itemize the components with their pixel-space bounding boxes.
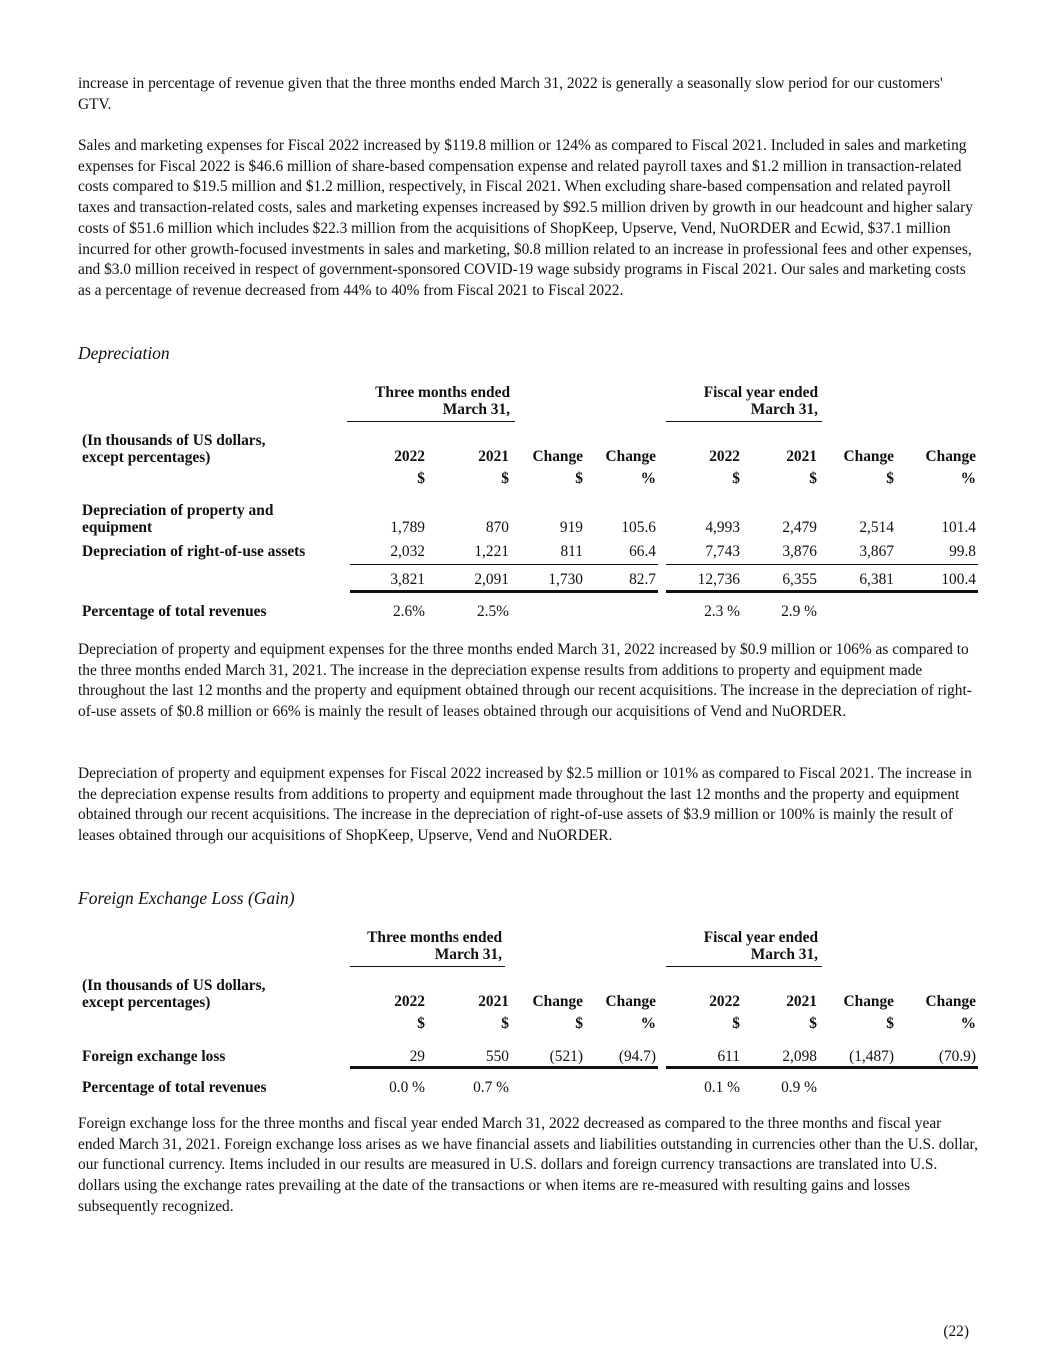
column-header: Change (532, 993, 583, 1010)
table-cell: 2,098 (782, 1048, 817, 1065)
column-header: Change (532, 448, 583, 465)
table-cell: 101.4 (941, 519, 976, 536)
column-unit: $ (809, 470, 817, 487)
table-cell: 611 (717, 1048, 740, 1065)
table-cell: 66.4 (629, 543, 656, 560)
total-rule (666, 590, 978, 593)
unit-label: (In thousands of US dollars, except percentages) (82, 977, 266, 1011)
column-unit: $ (732, 470, 740, 487)
column-unit: $ (809, 1015, 817, 1032)
intro-paragraph: increase in percentage of revenue given that the three months ended March 31, 2022 is generally a seasonally slow period for our customers' GTV. (78, 75, 943, 113)
table-cell: 3,821 (390, 571, 425, 588)
percentage-cell: 2.3 % (704, 603, 740, 620)
percentage-cell: 2.5% (476, 603, 509, 620)
table-cell: (1,487) (849, 1048, 894, 1065)
fx-paragraph: Foreign exchange loss for the three months and fiscal year ended March 31, 2022 decreased as compared to the three months and fiscal year ended March 31, 2021. Foreign exchange loss arises as we have financial assets and liabilities outstanding in currencies other than the U.S. dollar, our functional currency. Items included in our results are measured in U.S. dollars and foreign currency transactions are translated into U.S. dollars using the exchange rates prevailing at the date of the transactions or when items are re-measured with resulting gains and losses subsequently recognized. (78, 1115, 978, 1215)
column-unit: % (640, 1015, 656, 1032)
total-rule (350, 590, 658, 593)
column-unit: $ (501, 470, 509, 487)
fx-heading: Foreign Exchange Loss (Gain) (78, 888, 295, 908)
column-header: Change (843, 993, 894, 1010)
row-label (82, 543, 305, 560)
table-cell: 870 (485, 519, 509, 536)
depreciation-fiscal-paragraph: Depreciation of property and equipment expenses for Fiscal 2022 increased by $2.5 million or 101% as compared to Fiscal 2021. The increase in the depreciation expense results from additions to property and equipment made throughout the last 12 months and the property and equipment obtained through our recent acquisitions. The increase in the depreciation of right-of-use assets of $3.9 million or 100% is mainly the result of leases obtained through our acquisitions of ShopKeep, Upserve, Vend and NuORDER. (78, 765, 972, 845)
column-unit: $ (417, 470, 425, 487)
table-cell: (94.7) (618, 1048, 656, 1065)
column-header: Change (925, 448, 976, 465)
row-label: Percentage of total revenues (82, 603, 267, 620)
percentage-cell: 0.0 % (389, 1079, 425, 1096)
group-header-fiscal-year: Fiscal year ended March 31, (703, 929, 818, 963)
table-cell: 6,381 (859, 571, 894, 588)
group-header-three-months: Three months ended March 31, (367, 929, 502, 963)
column-header: 2022 (709, 448, 740, 465)
table-cell: (70.9) (938, 1048, 976, 1065)
percentage-cell: 0.7 % (473, 1079, 509, 1096)
subtotal-rule (666, 564, 978, 565)
percentage-cell: 0.1 % (704, 1079, 740, 1096)
table-cell: 811 (560, 543, 583, 560)
sales-marketing-paragraph: Sales and marketing expenses for Fiscal 2022 increased by $119.8 million or 124% as compared to Fiscal 2021. Included in sales and marketing expenses for Fiscal 2022 is $46.6 million of share-based compensation expense and related payroll taxes and $1.2 million in transaction-related costs compared to $19.5 million and $1.2 million, respectively, in Fiscal 2021. When excluding share-based compensation and related payroll taxes and transaction-related costs, sales and marketing expenses increased by $92.5 million driven by growth in our headcount and higher salary costs of $51.6 million which includes $22.3 million from the acquisitions of ShopKeep, Upserve, Vend, NuORDER and Ecwid, $37.1 million incurred for other growth-focused investments in sales and marketing, $0.8 million related to an increase in professional fees and other expenses, and $3.0 million received in respect of government-sponsored COVID-19 wage subsidy programs in Fiscal 2021. Our sales and marketing costs as a percentage of revenue decreased from 44% to 40% from Fiscal 2021 to Fiscal 2022. (78, 137, 973, 299)
group-header-fiscal-year: Fiscal year ended March 31, (703, 384, 818, 418)
table-cell: 6,355 (782, 571, 817, 588)
table-cell: 2,514 (859, 519, 894, 536)
column-header: 2022 (709, 993, 740, 1010)
table-cell: 2,479 (782, 519, 817, 536)
column-header: Change (925, 993, 976, 1010)
group-underline (666, 966, 822, 967)
row-label-line: Depreciation of right-of-use assets (82, 543, 306, 560)
column-unit: $ (732, 1015, 740, 1032)
total-rule (666, 1066, 978, 1069)
row-label (82, 502, 273, 536)
column-header: 2021 (478, 993, 509, 1010)
table-cell: 2,032 (390, 543, 425, 560)
group-underline (666, 421, 822, 422)
table-cell: 550 (485, 1048, 509, 1065)
percentage-cell: 2.9 % (781, 603, 817, 620)
column-unit: % (960, 470, 976, 487)
total-rule (350, 1066, 658, 1069)
table-cell: 2,091 (474, 571, 509, 588)
column-unit: $ (886, 1015, 894, 1032)
depreciation-heading: Depreciation (78, 343, 170, 363)
group-header-three-months: Three months ended March 31, (375, 384, 510, 418)
column-header: 2021 (478, 448, 509, 465)
table-cell: 29 (409, 1048, 425, 1065)
column-header: 2021 (786, 448, 817, 465)
table-cell: 105.6 (621, 519, 656, 536)
column-unit: % (960, 1015, 976, 1032)
column-header: Change (605, 448, 656, 465)
table-cell: 1,730 (548, 571, 583, 588)
group-underline (347, 421, 515, 422)
column-header: 2021 (786, 993, 817, 1010)
subtotal-rule (350, 564, 658, 565)
column-unit: $ (886, 470, 894, 487)
unit-label: (In thousands of US dollars, except percentages) (82, 432, 266, 466)
percentage-cell: 0.9 % (781, 1079, 817, 1096)
column-unit: $ (501, 1015, 509, 1032)
column-unit: % (640, 470, 656, 487)
table-cell: 3,867 (859, 543, 894, 560)
table-cell: 12,736 (697, 571, 740, 588)
table-cell: 82.7 (629, 571, 656, 588)
group-underline (350, 966, 505, 967)
column-unit: $ (575, 1015, 583, 1032)
column-header: 2022 (394, 993, 425, 1010)
table-cell: 1,221 (474, 543, 509, 560)
column-header: Change (843, 448, 894, 465)
percentage-cell: 2.6% (392, 603, 425, 620)
column-header: Change (605, 993, 656, 1010)
page-number: (22) (943, 1323, 969, 1340)
table-cell: 3,876 (782, 543, 817, 560)
table-cell: (521) (549, 1048, 583, 1065)
column-header: 2022 (394, 448, 425, 465)
row-label (82, 1048, 225, 1065)
table-cell: 919 (559, 519, 583, 536)
row-label-line: Depreciation of property and (82, 502, 274, 519)
row-label: Percentage of total revenues (82, 1079, 267, 1096)
table-cell: 99.8 (949, 543, 976, 560)
table-cell: 100.4 (941, 571, 976, 588)
depreciation-quarter-paragraph: Depreciation of property and equipment expenses for the three months ended March 31, 2022 increased by $0.9 million or 106% as compared to the three months ended March 31, 2021. The increase in the depreciation expense results from additions to property and equipment made throughout the last 12 months and the property and equipment obtained through our recent acquisitions. The increase in the depreciation of right-of-use assets of $0.8 million or 66% is mainly the result of leases obtained through our acquisitions of Vend and NuORDER. (78, 641, 972, 721)
row-label-line: Foreign exchange loss (82, 1048, 226, 1065)
column-unit: $ (417, 1015, 425, 1032)
column-unit: $ (575, 470, 583, 487)
table-cell: 4,993 (705, 519, 740, 536)
row-label-line: equipment (82, 519, 153, 536)
table-cell: 7,743 (705, 543, 740, 560)
table-cell: 1,789 (390, 519, 425, 536)
